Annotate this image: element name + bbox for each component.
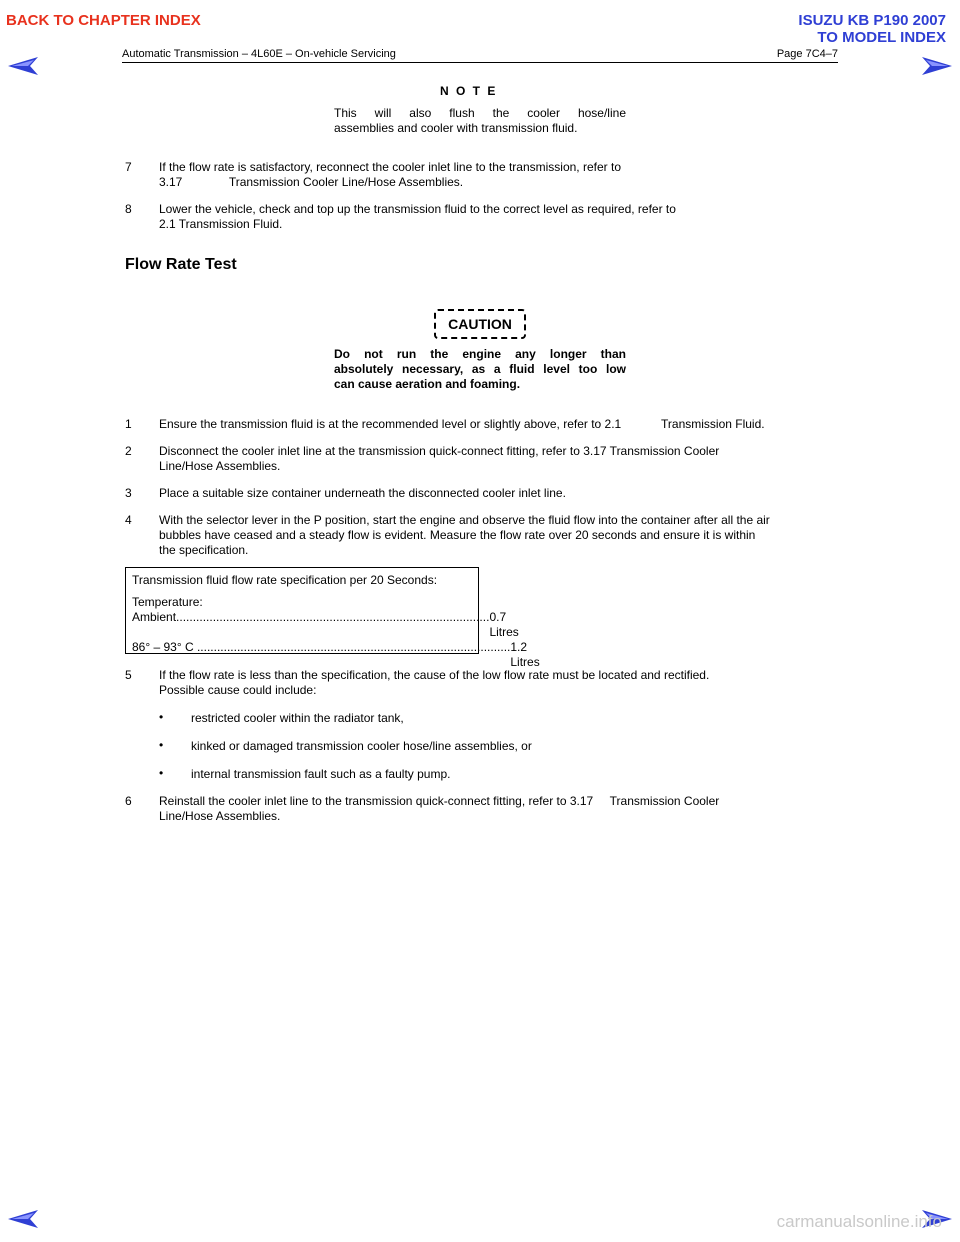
- bullet-marker: •: [159, 710, 164, 724]
- step-number: 3: [125, 486, 132, 500]
- spec-row-label: 86° – 93° C: [132, 640, 197, 654]
- step-text-line1: If the flow rate is less than the specification, the cause of the low flow rate must be located and rectified.: [159, 668, 710, 682]
- note-text-line2: assemblies and cooler with transmission fluid.: [334, 121, 578, 135]
- step-number: 4: [125, 513, 132, 527]
- step-1: [125, 417, 845, 433]
- step-number: 8: [125, 202, 132, 216]
- step-text-line3: the specification.: [159, 543, 249, 557]
- section-title: Flow Rate Test: [125, 256, 237, 273]
- dot-leader: ..............................................................................................: [176, 610, 490, 624]
- step-text-line1: If the flow rate is satisfactory, reconnect the cooler inlet line to the transmission, refer to: [159, 160, 621, 174]
- spec-temperature-label: Temperature:: [132, 595, 203, 609]
- previous-page-arrow-bottom-icon[interactable]: [8, 1210, 38, 1228]
- caution-label: CAUTION: [448, 316, 512, 332]
- model-index-link[interactable]: TO MODEL INDEX: [817, 29, 946, 46]
- step-7: [125, 160, 825, 192]
- spec-title: Transmission fluid flow rate specification per 20 Seconds:: [132, 573, 438, 587]
- step-number: 2: [125, 444, 132, 458]
- step-text-line2: Line/Hose Assemblies.: [159, 459, 281, 473]
- spec-row-value: 0.7 Litres: [489, 610, 519, 639]
- caution-badge: [434, 309, 526, 339]
- note-text-line1: This will also flush the cooler hose/line: [334, 106, 626, 120]
- bullet-marker: •: [159, 738, 164, 752]
- caution-text-line3: can cause aeration and foaming.: [334, 377, 521, 391]
- spec-row-value: 1.2 Litres: [510, 640, 540, 669]
- model-title-link[interactable]: ISUZU KB P190 2007: [798, 12, 946, 29]
- step-number: 5: [125, 668, 132, 682]
- previous-page-arrow-icon[interactable]: [8, 57, 38, 75]
- spec-row-label: Ambient: [132, 610, 177, 624]
- step-4: [125, 513, 845, 561]
- spec-row-ambient: [132, 610, 519, 640]
- step-2: [125, 444, 845, 476]
- step-text-line2: 3.17 Transmission Cooler Line/Hose Assemblies.: [159, 175, 464, 189]
- step-text-line2: Possible cause could include:: [159, 683, 317, 697]
- step-text-line1: Place a suitable size container underneath the disconnected cooler inlet line.: [159, 486, 566, 500]
- step-text-line2: Line/Hose Assemblies.: [159, 809, 281, 823]
- bullet-marker: •: [159, 766, 164, 780]
- step-6: [125, 794, 845, 826]
- step-number: 1: [125, 417, 132, 431]
- running-header-title: Automatic Transmission – 4L60E – On-vehicle Servicing: [122, 48, 396, 60]
- step-text-line1: Disconnect the cooler inlet line at the transmission quick-connect fitting, refer to 3.17 Transmission Cooler: [159, 444, 720, 458]
- watermark: carmanualsonline.info: [776, 1212, 942, 1231]
- dot-leader: ..............................................................................................: [196, 640, 511, 654]
- caution-text-line2: absolutely necessary, as a fluid level too low: [334, 362, 626, 376]
- note-heading: N O T E: [440, 84, 498, 98]
- back-to-chapter-index-link[interactable]: BACK TO CHAPTER INDEX: [6, 12, 201, 29]
- step-number: 6: [125, 794, 132, 808]
- step-5: [125, 668, 845, 700]
- step-text-line2: bubbles have ceased and a steady flow is evident. Measure the flow rate over 20 seconds and ensure it is within: [159, 528, 756, 542]
- step-text-line1: Ensure the transmission fluid is at the recommended level or slightly above, refer to 2.1 Transmission Fluid.: [159, 417, 765, 431]
- step-number: 7: [125, 160, 132, 174]
- next-page-arrow-icon[interactable]: [922, 57, 952, 75]
- spec-row-hot: [132, 640, 540, 670]
- step-3: [125, 486, 845, 502]
- step-text-line1: Lower the vehicle, check and top up the transmission fluid to the correct level as required, refer to: [159, 202, 676, 216]
- step-text-line2: 2.1 Transmission Fluid.: [159, 217, 283, 231]
- bullet-item: kinked or damaged transmission cooler hose/line assemblies, or: [191, 739, 532, 753]
- step-8: [125, 202, 825, 234]
- header-rule: [122, 62, 838, 63]
- bullet-item: restricted cooler within the radiator tank,: [191, 711, 404, 725]
- page-number: Page 7C4–7: [776, 48, 838, 60]
- flow-rate-spec-box: [125, 567, 540, 669]
- caution-text-line1: Do not run the engine any longer than: [334, 347, 626, 361]
- bullet-item: internal transmission fault such as a faulty pump.: [191, 767, 451, 781]
- step-text-line1: Reinstall the cooler inlet line to the transmission quick-connect fitting, refer to 3.17 Transmission Cooler: [159, 794, 720, 808]
- step-text-line1: With the selector lever in the P position, start the engine and observe the fluid flow into the container after all the air: [159, 513, 770, 527]
